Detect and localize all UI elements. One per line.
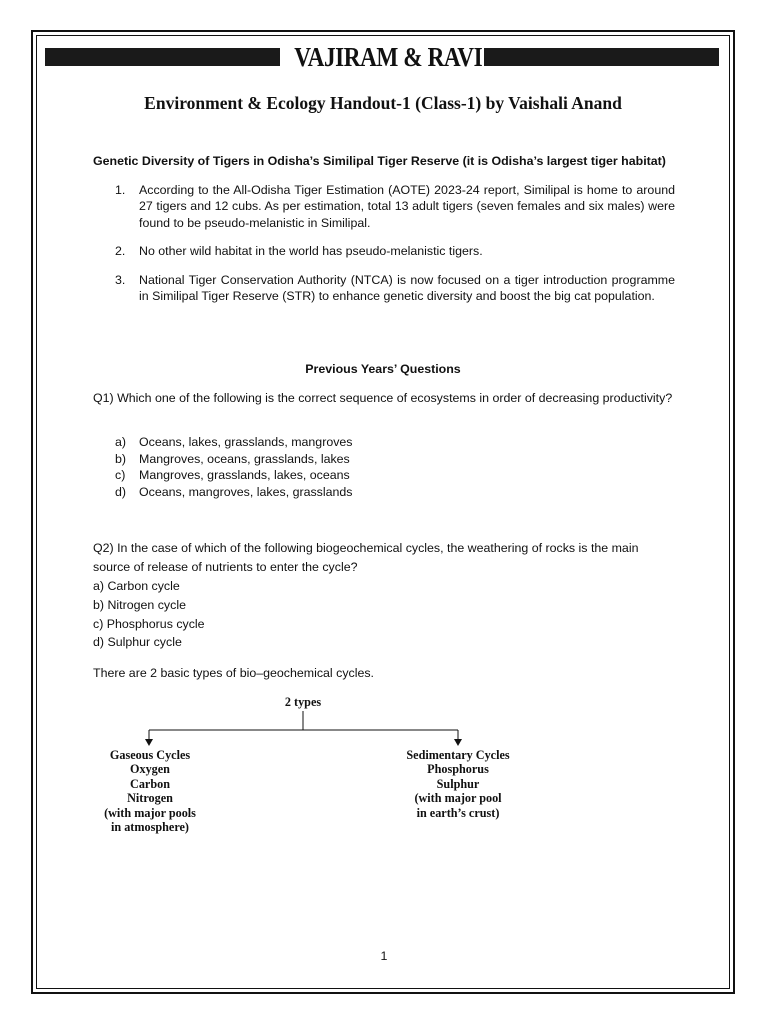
option-text: Mangroves, oceans, grasslands, lakes bbox=[139, 451, 350, 466]
option-label: b) bbox=[115, 451, 127, 466]
option-item: a) Carbon cycle bbox=[93, 579, 180, 593]
node-line: in atmosphere) bbox=[111, 820, 189, 835]
option-label: a) bbox=[115, 435, 127, 449]
pyq-heading: Previous Years’ Questions bbox=[305, 362, 461, 376]
brand-logo-text: VAJIRAM & RAVI bbox=[294, 42, 483, 72]
question-1-text: Q1) Which one of the following is the correct sequence of ecosystems in order of decreasing productivity? bbox=[93, 391, 673, 405]
point-text: No other wild habitat in the world has pseudo-melanistic tigers. bbox=[139, 244, 483, 258]
point-number: 1. bbox=[115, 183, 126, 197]
intro-line: There are 2 basic types of bio–geochemical cycles. bbox=[93, 666, 374, 680]
node-line: Sedimentary Cycles bbox=[406, 748, 510, 762]
question-2-text: Q2) In the case of which of the following biogeochemical cycles, the weathering of rocks is the main source of release of nutrients to enter the cycle? bbox=[93, 541, 639, 574]
node-line: (with major pools bbox=[104, 805, 196, 820]
option-text: Mangroves, grasslands, lakes, oceans bbox=[139, 468, 350, 482]
page-number: 1 bbox=[380, 949, 388, 963]
section-heading: Genetic Diversity of Tigers in Odisha’s Similipal Tiger Reserve (it is Odisha’s largest tiger habitat) bbox=[93, 154, 666, 168]
node-line: Gaseous Cycles bbox=[109, 748, 191, 762]
option-label: d) bbox=[115, 484, 127, 499]
point-number: 3. bbox=[115, 273, 126, 287]
node-line: Carbon bbox=[130, 776, 170, 791]
option-item: d) Sulphur cycle bbox=[93, 635, 182, 650]
option-item: b) Nitrogen cycle bbox=[93, 597, 186, 612]
node-line: in earth’s crust) bbox=[416, 805, 500, 820]
diagram-node-sedimentary bbox=[383, 748, 533, 820]
diagram-root-label: 2 types bbox=[284, 695, 322, 709]
option-item: c) Phosphorus cycle bbox=[93, 616, 205, 631]
point-text: According to the All-Odisha Tiger Estimation (AOTE) 2023-24 report, Similipal is home to around 27 tigers and 12 cubs. As per estimation, total 13 adult tigers (seven females and six males) were found to be pseudo-melanistic in Similipal. bbox=[139, 183, 675, 230]
option-text: Oceans, mangroves, lakes, grasslands bbox=[139, 484, 353, 499]
point-text: National Tiger Conservation Authority (NTCA) is now focused on a tiger introduction programme in Similipal Tiger Reserve (STR) to enhance genetic diversity and boost the big cat population. bbox=[139, 273, 675, 304]
node-line: Sulphur bbox=[436, 776, 480, 791]
option-text: Oceans, lakes, grasslands, mangroves bbox=[139, 435, 353, 449]
point-number: 2. bbox=[115, 244, 126, 258]
option-label: c) bbox=[115, 468, 126, 482]
node-line: Oxygen bbox=[130, 762, 170, 777]
document-title: Environment & Ecology Handout-1 (Class-1) by Vaishali Anand bbox=[144, 93, 622, 113]
node-line: Phosphorus bbox=[427, 762, 489, 777]
node-line: (with major pool bbox=[414, 791, 502, 806]
node-line: Nitrogen bbox=[127, 791, 173, 806]
diagram-node-gaseous bbox=[80, 748, 220, 834]
